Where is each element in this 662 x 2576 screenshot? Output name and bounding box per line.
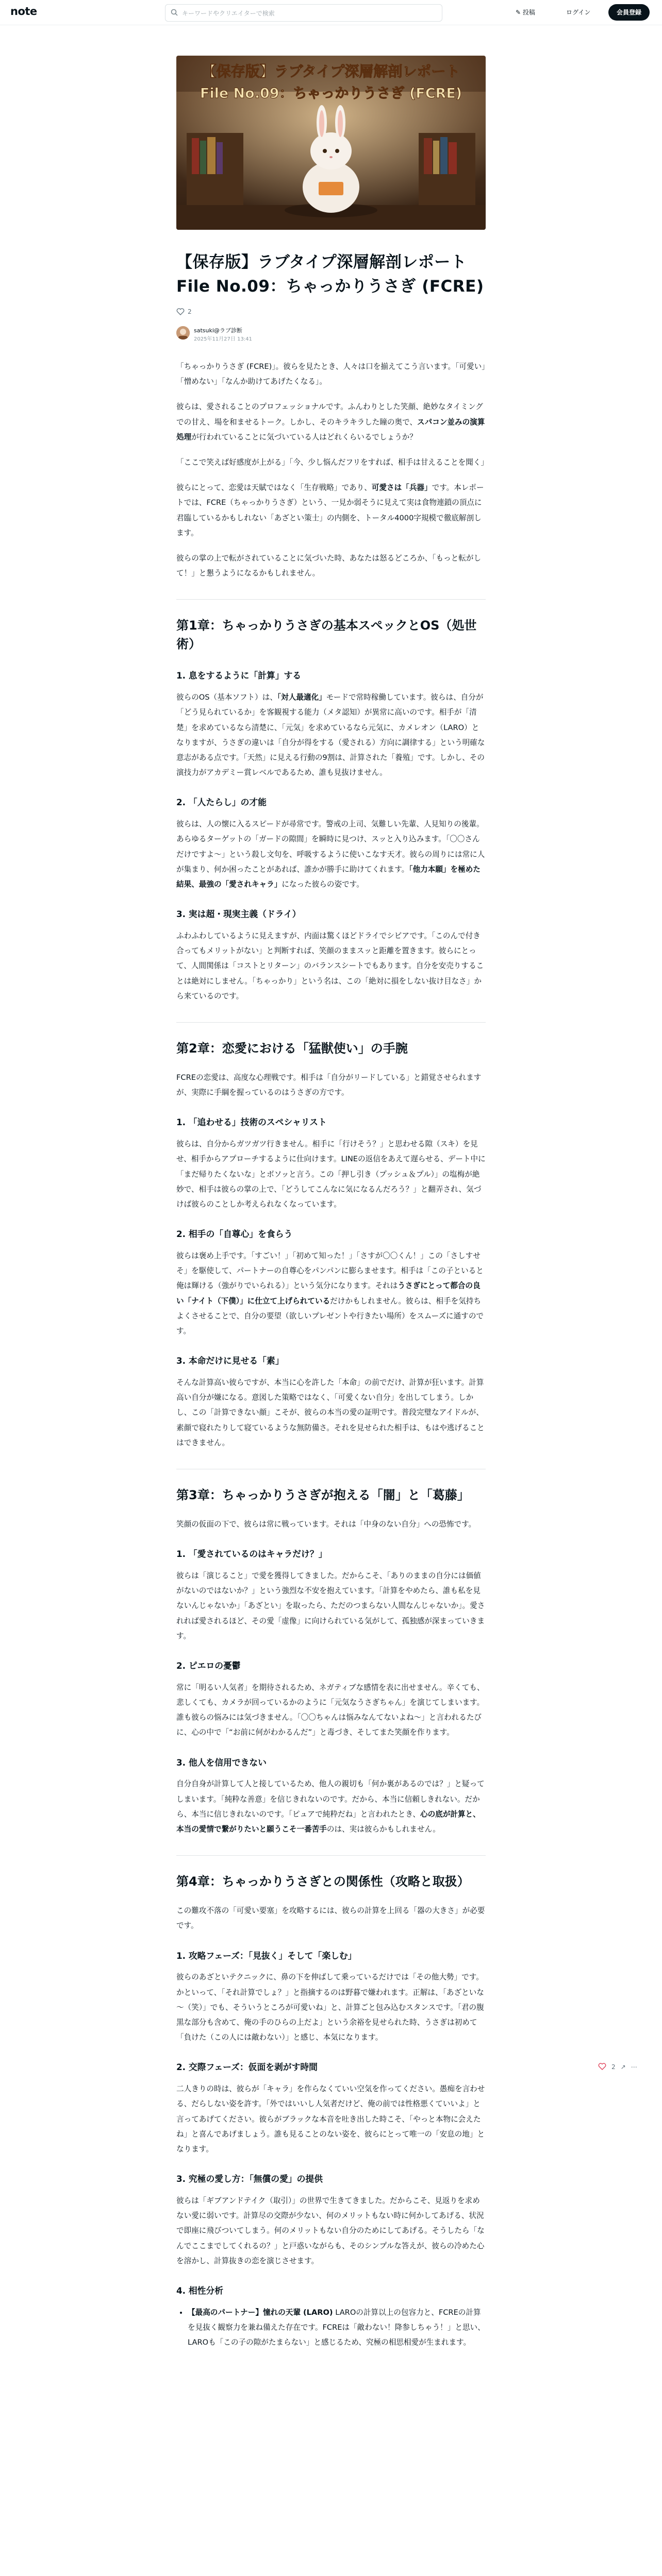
floating-like-count: 2 (611, 2063, 616, 2071)
publish-date: 2025年11月27日 13:41 (194, 336, 252, 342)
eyecatch-illustration (176, 56, 486, 230)
divider (176, 1022, 486, 1023)
section-heading: 2. 相手の「自尊心」を食らう (176, 1229, 293, 1240)
heart-icon (598, 2063, 606, 2070)
paragraph: FCREの恋愛は、高度な心理戦です。相手は「自分がリードしている」と錯覚させられますが、実際に手綱を握っているのはうさぎの方です。 (176, 1073, 482, 1097)
more-icon[interactable]: ⋯ (631, 2063, 637, 2071)
eyecatch-image (176, 56, 486, 230)
post-button[interactable] (516, 4, 535, 21)
author-name[interactable]: satsuki@ラブ診断 (194, 327, 242, 334)
like-count: 2 (188, 308, 192, 315)
paragraph: この難攻不落の「可愛い要塞」を攻略するには、彼らの計算を上回る「器の大きさ」が必要です。 (176, 1906, 485, 1930)
heart-icon[interactable] (176, 308, 185, 315)
paragraph: 常に「明るい人気者」を期待されるため、ネガティブな感情を表に出せません。辛くても、悲しくても、カメラが回っているかのように「元気なうさぎちゃん」を演じてしまいます。誰も彼らの悩みには気づきません。「〇〇ちゃんは悩みなんてないよね～」と言われるたびに、心の中で「“お前に何がわかるんだ”」と毒づき、そしてまた笑顔を作ります。 (176, 1683, 485, 1737)
search-icon (171, 9, 178, 16)
paragraph: ふわふわしているように見えますが、内面は驚くほどドライでシビアです。「このんで付き合ってもメリットがない」と判断すれば、笑顔のままスッと距離を置きます。彼らにとって、人間関係は「コストとリターン」のバランスシートでもあります。自分を安売りすることは絶対にしません。「ちゃっかり」という名は、この「絶対に損をしない抜け目なさ」から来ているのです。 (176, 931, 484, 1001)
article-title: 【保存版】ラブタイプ深層解剖レポート File No.09：ちゃっかりうさぎ (FCRE) (176, 253, 484, 296)
section-heading: 2. 「人たらし」の才能 (176, 797, 267, 808)
paragraph: 自分自身が計算して人と接しているため、他人の親切も「何か裏があるのでは？」と疑ってしまいます。「純粋な善意」を信じきれないのです。だから、本当に信頼しきれない。だから、本当に信じきれないのです。「ピュアで純粋だね」と言われたとき、心の底が計算と、本当の愛情で繋がりたいと願うこそ一番苦手のは、実は彼らかもしれません。 (176, 1780, 485, 1834)
paragraph: 彼らは、自分からガツガツ行きません。相手に「行けそう？」と思わせる隙（スキ）を見せ、相手からアプローチするように仕向けます。LINEの返信をあえて遅らせる、デート中に「まだ帰りたくないな」とボソッと言う。この「押し引き（プッシュ＆プル）」の塩梅が絶妙で、相手は彼らの掌の上で、「どうしてこんなに気になるんだろう？」と翻弄され、気づけば彼らのことしか考えられなくなっています。 (176, 1140, 486, 1209)
note-logo[interactable]: note (10, 5, 37, 18)
paragraph: 彼らのOS（基本ソフト）は、「対人最適化」モードで常時稼働しています。彼らは、自分が「どう見られているか」を客観視する能力（メタ認知）が異常に高いのです。相手が「清楚」を求めているなら清楚に、「元気」を求めているなら元気に、カメレオン（LARO）となりますが、うさぎの違いは「自分が得をする（愛される）方向に調律する」という明確な意志がある点です。「天然」に見える行動の9割は、計算された「養殖」です。しかし、その演技力がアカデミー賞レベルであるため、誰も見抜けません。 (176, 693, 485, 777)
paragraph: 笑顔の仮面の下で、彼らは常に戦っています。それは「中身のない自分」への恐怖です。 (176, 1519, 476, 1529)
chapter-heading: 第2章：恋愛における「猛獣使い」の手腕 (176, 1041, 408, 1056)
section-heading: 1. 息をするように「計算」する (176, 670, 302, 681)
section-heading: 1. 攻略フェーズ：「見抜く」そして「楽しむ」 (176, 1950, 357, 1961)
paragraph: 彼らは、人の懐に入るスピードが尋常です。警戒の上司、気難しい先輩、人見知りの後輩。あらゆるターゲットの「ガードの隙間」を瞬時に見つけ、スッと入り込みます。「〇〇さんだけですよ～」という殺し文句を、呼吸するように使いこなす天才。彼らの周りには常に人が集まり、何か困ったことがあれば、誰かが勝手に助けてくれます。「他力本願」を極めた結果、最強の「愛されキャラ」になった彼らの姿です。 (176, 820, 485, 889)
post-label: 投稿 (522, 9, 535, 16)
floating-like-button[interactable] (598, 2063, 606, 2072)
paragraph: 「ここで笑えば好感度が上がる」「今、少し悩んだフリをすれば、相手は甘えることを聞く」 (176, 457, 489, 467)
section-heading: 4. 相性分析 (176, 2285, 224, 2296)
paragraph: 彼らの掌の上で転がされていることに気づいた時、あなたは怒るどころか、「もっと転がして！」と懇うようになるかもしれません。 (176, 553, 482, 578)
author-avatar[interactable] (176, 326, 190, 340)
floating-actions (598, 2061, 650, 2073)
signup-button[interactable]: 会員登録 (608, 4, 650, 21)
search-placeholder: キーワードやクリエイターで検索 (182, 10, 275, 17)
article-body (176, 359, 489, 2350)
author-info[interactable] (176, 323, 486, 344)
paragraph: 「ちゃっかりうさぎ (FCRE)」。彼らを見たとき、人々は口を揃えてこう言います。「可愛い」「憎めない」「なんか助けてあげたくなる」。 (176, 362, 486, 386)
paragraph: 彼らは「演じること」で愛を獲得してきました。だからこそ、「ありのままの自分には価値がないのではないか？」という強烈な不安を抱えています。「計算をやめたら、誰も私を見ないんじゃないか」「あざとい」を取ったら、ただのつまらない人間なんじゃないか」。愛されれば愛されるほど、その愛「虚像」に向けられている気がして、孤独感が深まっていきます。 (176, 1571, 485, 1640)
article (176, 250, 489, 2360)
section-heading: 1. 「追わせる」技術のスペシャリスト (176, 1117, 327, 1128)
search-box[interactable] (165, 4, 442, 22)
chapter-heading: 第4章：ちゃっかりうさぎとの関係性（攻略と取扱） (176, 1874, 470, 1889)
section-heading: 3. 究極の愛し方：「無償の愛」の提供 (176, 2174, 323, 2184)
paragraph: 彼らにとって、恋愛は天賦ではなく「生存戦略」であり、可愛さは「兵器」です。本レポートでは、FCRE（ちゃっかりうさぎ）という、一見か弱そうに見えて実は食物連鎖の頂点に君臨しているかもしれない「あざとい策士」の内側を、トータル4000字規模で徹底解剖します。 (176, 483, 484, 537)
list-item: • 【最高のパートナー】憧れの天輩 (LARO) LAROの計算以上の包容力と、FCREの計算を見抜く観察力を兼ね備えた存在です。FCREは「敵わない！降参しちゃう！」と思い、LAROも「この子の隙がたまらない」と感じるため、究極の相思相愛が生まれます。 (188, 2305, 486, 2350)
global-header (0, 0, 662, 25)
section-heading: 2. 交際フェーズ：仮面を剥がす時間 (176, 2062, 318, 2073)
login-button[interactable]: ログイン (566, 9, 591, 16)
section-heading: 2. ピエロの憂鬱 (176, 1660, 241, 1671)
divider (176, 599, 486, 600)
eyecatch-title-line2: File No.09：ちゃっかりうさぎ (FCRE) (200, 86, 462, 101)
paragraph: 彼らは、愛されることのプロフェッショナルです。ふんわりとした笑顔、絶妙なタイミングでの甘え、場を和ませるトーク。しかし、そのキラキラした瞳の奥で、スパコン並みの演算処理が行われていることに気づいている人はどれくらいるでしょうか？ (176, 402, 485, 442)
paragraph: 彼らは「ギブアンドテイク（取引）」の世界で生きてきました。だからこそ、見返りを求めない愛に弱いです。計算尽の交際が少ない、何のメリットもない時に何かしてあげる、状況で即座に飛びついてしまう。何のメリットもない自分のためにしてあげる。そうしたら「なんでここまでしてくれるの？」と戸惑いながらも、そのシンプルな答えが、彼らの冷めた心を溶かし、計算抜きの恋を演じさせます。 (176, 2196, 485, 2265)
author-avatar-image (176, 326, 190, 340)
eyecatch-title-line1: 【保存版】ラブタイプ深層解剖レポート (202, 63, 460, 80)
paragraph: そんな計算高い彼らですが、本当に心を許した「本命」の前でだけ、計算が狂います。計算高い自分が嫌になる。意図した策略ではなく、「可愛くない自分」を出してしまう。しかし、この「計算できない顔」こそが、彼らの本当の愛の証明です。普段完璧なアイドルが、素顔で寝れたりして寝ているような無防備さ。それを見せられた相手は、もはや逃げることはできません。 (176, 1378, 485, 1447)
section-heading: 3. 実は超・現実主義（ドライ） (176, 909, 301, 920)
chapter-heading: 第1章：ちゃっかりうさぎの基本スペックとOS（処世術） (176, 618, 477, 652)
chapter-heading: 第3章：ちゃっかりうさぎが抱える「闇」と「葛藤」 (176, 1487, 470, 1502)
pen-icon: ✎ (516, 9, 521, 16)
paragraph: 彼らは褒め上手です。「すごい！」「初めて知った！」「さすが〇〇くん！」この「さしすせそ」を駆使して、パートナーの自尊心をパンパンに膨らませます。相手は「この子といると俺は輝ける（強がりでいられる）」という気分になります。それはうさぎにとって都合の良い「ナイト（下僕）」に仕立て上げられているだけかもしれません。彼らは、相手を気持ちよくさせることで、自分の要望（欲しいプレゼントや行きたい場所）をスムーズに通すのです。 (176, 1251, 484, 1335)
share-icon[interactable]: ↗ (620, 2063, 626, 2071)
paragraph: 彼らのあざといテクニックに、鼻の下を伸ばして乗っているだけでは「その他大勢」です。かといって、「それ計算でしょ？」と指摘するのは野暮で嫌われます。正解は、「あざといな～（笑）」でも、そういうところが可愛いね」と、計算ごと包み込むスタンスです。「君の腹黒な部分も含めて、俺の手のひらの上だよ」という余裕を見せられた時、うさぎは初めて「負けた（この人には敵わない）」と感じ、本気になります。 (176, 1973, 484, 2042)
paragraph: 二人きりの時は、彼らが「キャラ」を作らなくていい空気を作ってください。愚痴を言わせる、だらしない姿を許す。「外ではいいし人気者だけど、俺の前では性格悪くていいよ」と言ってあげてください。彼らがブラックな本音を吐き出した時こそ、「やっと本物に会えたね」と喜んであげましょう。誰も見ることのない姿を、彼らにとって唯一の「安息の地」となります。 (176, 2084, 485, 2154)
divider (176, 1855, 486, 1856)
section-heading: 3. 他人を信用できない (176, 1757, 267, 1768)
section-heading: 1. 「愛されているのはキャラだけ？」 (176, 1549, 327, 1560)
compatibility-list (176, 2305, 486, 2350)
section-heading: 3. 本命だけに見せる「素」 (176, 1355, 284, 1366)
like-bar (176, 307, 486, 317)
